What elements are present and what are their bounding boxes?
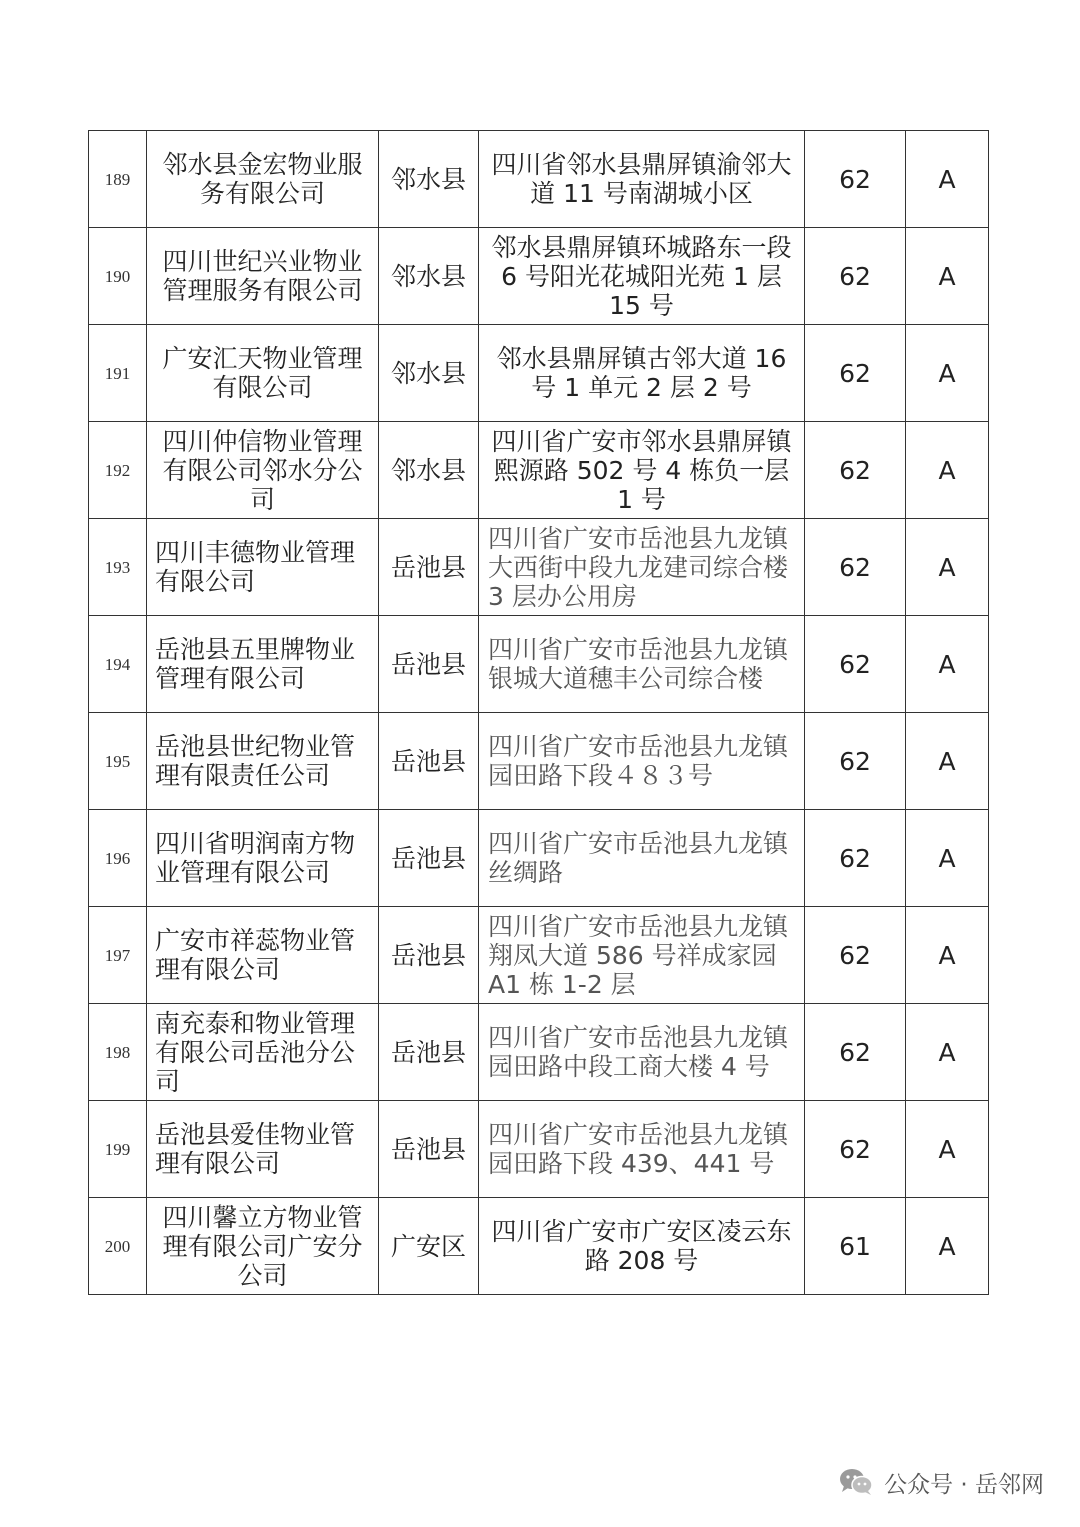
company-address: 四川省广安市岳池县九龙镇园田路中段工商大楼 4 号 [479, 1004, 805, 1101]
company-address: 四川省广安市岳池县九龙镇园田路下段４８３号 [479, 713, 805, 810]
row-number: 189 [89, 131, 147, 228]
grade: A [906, 519, 989, 616]
row-number: 191 [89, 325, 147, 422]
district: 邻水县 [379, 325, 479, 422]
company-name: 岳池县世纪物业管理有限责任公司 [147, 713, 379, 810]
watermark-text: 公众号 · 岳邻网 [884, 1471, 1044, 1498]
company-name: 四川世纪兴业物业管理服务有限公司 [147, 228, 379, 325]
company-address: 四川省广安市岳池县九龙镇丝绸路 [479, 810, 805, 907]
row-number: 197 [89, 907, 147, 1004]
score: 62 [805, 519, 906, 616]
grade: A [906, 1101, 989, 1198]
company-address: 四川省广安市岳池县九龙镇翔凤大道 586 号祥成家园 A1 栋 1-2 层 [479, 907, 805, 1004]
company-rating-table [88, 130, 989, 1295]
row-number: 198 [89, 1004, 147, 1101]
score: 62 [805, 713, 906, 810]
district: 岳池县 [379, 1101, 479, 1198]
table-row [89, 616, 989, 713]
score: 62 [805, 228, 906, 325]
district: 岳池县 [379, 519, 479, 616]
wechat-watermark [838, 1462, 1044, 1502]
table-row [89, 810, 989, 907]
row-number: 199 [89, 1101, 147, 1198]
company-name: 岳池县爱佳物业管理有限公司 [147, 1101, 379, 1198]
company-name: 四川省明润南方物业管理有限公司 [147, 810, 379, 907]
company-name: 邻水县金宏物业服务有限公司 [147, 131, 379, 228]
grade: A [906, 131, 989, 228]
table-row [89, 422, 989, 519]
row-number: 192 [89, 422, 147, 519]
grade: A [906, 228, 989, 325]
score: 62 [805, 1004, 906, 1101]
table-row [89, 519, 989, 616]
company-address: 四川省广安市岳池县九龙镇园田路下段 439、441 号 [479, 1101, 805, 1198]
row-number: 194 [89, 616, 147, 713]
company-address: 四川省广安市邻水县鼎屏镇熙源路 502 号 4 栋负一层 1 号 [479, 422, 805, 519]
row-number: 200 [89, 1198, 147, 1295]
company-address: 四川省邻水县鼎屏镇渝邻大道 11 号南湖城小区 [479, 131, 805, 228]
grade: A [906, 616, 989, 713]
row-number: 193 [89, 519, 147, 616]
company-name: 四川丰德物业管理有限公司 [147, 519, 379, 616]
row-number: 190 [89, 228, 147, 325]
score: 62 [805, 1101, 906, 1198]
table-row [89, 131, 989, 228]
company-name: 南充泰和物业管理有限公司岳池分公司 [147, 1004, 379, 1101]
district: 岳池县 [379, 810, 479, 907]
grade: A [906, 422, 989, 519]
row-number: 195 [89, 713, 147, 810]
company-name: 广安市祥蕊物业管理有限公司 [147, 907, 379, 1004]
score: 61 [805, 1198, 906, 1295]
company-name: 四川馨立方物业管理有限公司广安分公司 [147, 1198, 379, 1295]
score: 62 [805, 616, 906, 713]
district: 岳池县 [379, 907, 479, 1004]
company-address: 邻水县鼎屏镇环城路东一段 6 号阳光花城阳光苑 1 层 15 号 [479, 228, 805, 325]
district: 广安区 [379, 1198, 479, 1295]
row-number: 196 [89, 810, 147, 907]
wechat-icon [838, 1467, 874, 1497]
score: 62 [805, 422, 906, 519]
company-name: 广安汇天物业管理有限公司 [147, 325, 379, 422]
table-row [89, 907, 989, 1004]
table-row [89, 713, 989, 810]
company-address: 邻水县鼎屏镇古邻大道 16 号 1 单元 2 层 2 号 [479, 325, 805, 422]
score: 62 [805, 907, 906, 1004]
table-row [89, 1101, 989, 1198]
district: 邻水县 [379, 422, 479, 519]
grade: A [906, 713, 989, 810]
district: 岳池县 [379, 713, 479, 810]
district: 邻水县 [379, 131, 479, 228]
company-address: 四川省广安市岳池县九龙镇大西街中段九龙建司综合楼 3 层办公用房 [479, 519, 805, 616]
table-row [89, 1004, 989, 1101]
grade: A [906, 907, 989, 1004]
company-table-container [88, 130, 989, 1295]
table-row [89, 1198, 989, 1295]
score: 62 [805, 810, 906, 907]
score: 62 [805, 131, 906, 228]
district: 岳池县 [379, 1004, 479, 1101]
company-name: 岳池县五里牌物业管理有限公司 [147, 616, 379, 713]
table-row [89, 228, 989, 325]
company-address: 四川省广安市广安区凌云东路 208 号 [479, 1198, 805, 1295]
grade: A [906, 1004, 989, 1101]
district: 邻水县 [379, 228, 479, 325]
company-name: 四川仲信物业管理有限公司邻水分公司 [147, 422, 379, 519]
grade: A [906, 325, 989, 422]
company-address: 四川省广安市岳池县九龙镇银城大道穗丰公司综合楼 [479, 616, 805, 713]
score: 62 [805, 325, 906, 422]
district: 岳池县 [379, 616, 479, 713]
grade: A [906, 1198, 989, 1295]
table-row [89, 325, 989, 422]
grade: A [906, 810, 989, 907]
